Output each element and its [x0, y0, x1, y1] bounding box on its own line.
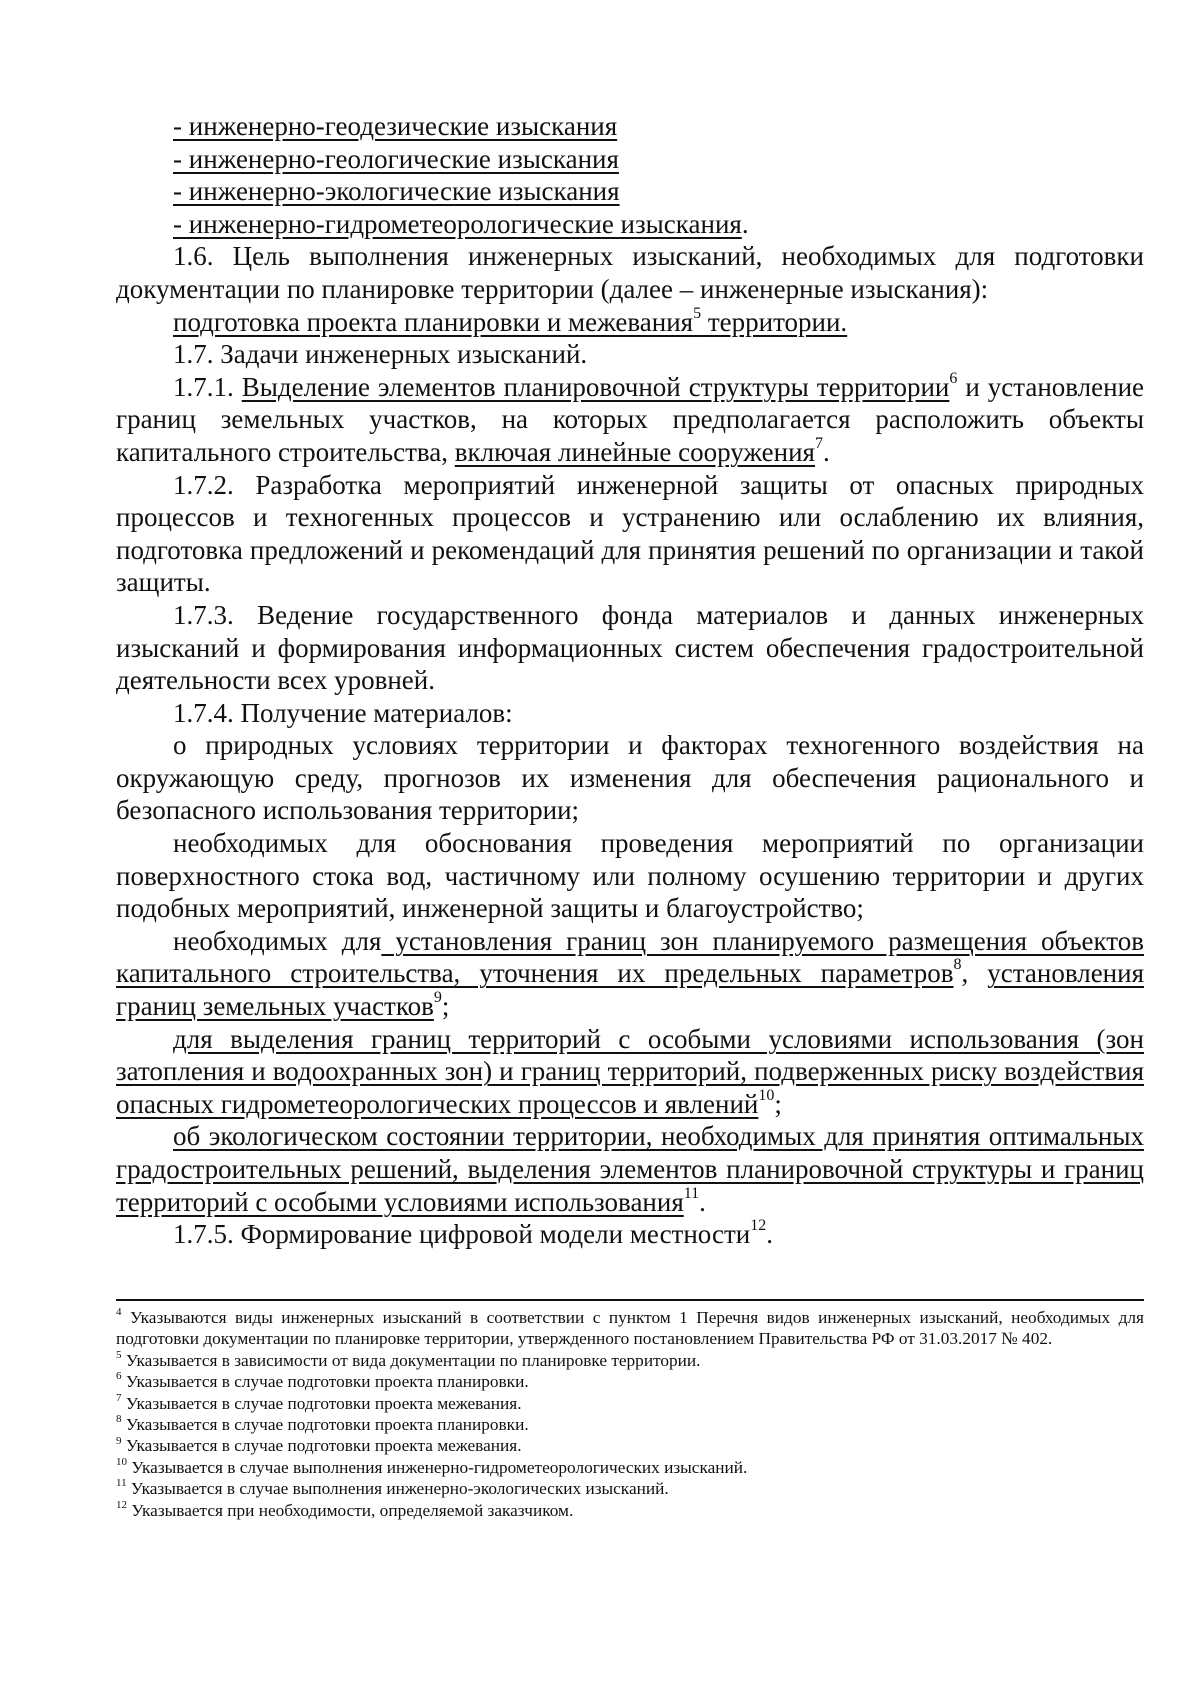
footnote-ref-6: 6	[949, 369, 958, 387]
footnote-number: 7	[116, 1391, 122, 1404]
section-1-7-4: 1.7.4. Получение материалов:	[173, 697, 513, 728]
footnote-number: 4	[116, 1306, 122, 1319]
footnote-text: Указывается при необходимости, определяемой заказчиком.	[127, 1500, 574, 1520]
paragraph-text: 1.7.5. Формирование цифровой модели местности	[173, 1219, 751, 1250]
paragraph-text: и установление границ земельных участков, на которых предполагается расположить объекты капитального строительства,	[116, 371, 1145, 467]
list-item-text: - инженерно-экологические изыскания	[173, 176, 620, 207]
footnote-text: Указывается в зависимости от вида документации по планировке территории.	[121, 1350, 701, 1370]
materials-item-1: о природных условиях территории и факторах техногенного воздействия на окружающую среду, прогнозов их изменения для обеспечения рационального и безопасного использования территории;	[116, 730, 1144, 826]
footnote-10	[116, 1457, 1144, 1478]
footnote-ref-5: 5	[693, 304, 702, 322]
section-1-7-3: 1.7.3. Ведение государственного фонда материалов и данных инженерных изысканий и формирования информационных систем обеспечения градостроительной деятельности всех уровней.	[116, 599, 1144, 696]
list-item-text: - инженерно-геологические изыскания	[173, 143, 619, 174]
footnote-ref-8: 8	[953, 956, 962, 974]
list-item-text: - инженерно-геодезические изыскания	[173, 111, 618, 141]
list-item	[116, 208, 1144, 241]
footnote-number: 5	[116, 1349, 122, 1362]
goal-text-b: территории.	[701, 306, 848, 337]
paragraph-end: ;	[441, 991, 450, 1022]
underlined-text: Выделение элементов планировочной структуры территории	[241, 371, 950, 402]
section-1-7-2: 1.7.2. Разработка мероприятий инженерной защиты от опасных природных процессов и техногенных процессов и устранению или ослаблению их влияния, подготовка предложений и рекомендаций для принятия решений по организации и такой защиты.	[116, 469, 1144, 598]
footnote-8	[116, 1414, 1144, 1435]
underlined-text: для выделения границ территорий с особыми условиями использования (зон затопления и водоохранных зон) и границ территорий, подверженных риску воздействия опасных гидрометеорологических процессов и явлений	[116, 1023, 1144, 1119]
materials-item-2: необходимых для обоснования проведения мероприятий по организации поверхностного стока вод, частичному или полному осушению территории и других подобных мероприятий, инженерной защиты и благоустройство;	[116, 828, 1144, 924]
section-1-7-5	[116, 1218, 1144, 1251]
footnote-ref-11: 11	[683, 1184, 700, 1202]
footnote-number: 10	[116, 1456, 127, 1469]
footnote-text: Указываются виды инженерных изысканий в соответствии с пунктом 1 Перечня видов инженерных изысканий, необходимых для подготовки документации по планировке территории, утвержденного постановлением Правительства РФ от 31.03.2017 № 402.	[116, 1308, 1144, 1349]
list-item-text: - инженерно-гидрометеорологические изыскания	[173, 208, 742, 239]
footnote-divider	[116, 1299, 1144, 1301]
footnote-number: 6	[116, 1370, 122, 1383]
list-item	[116, 143, 1144, 176]
footnote-5	[116, 1350, 1144, 1371]
paragraph-end: .	[766, 1219, 773, 1250]
footnote-4	[116, 1307, 1144, 1350]
footnote-11	[116, 1478, 1144, 1499]
section-1-7: 1.7. Задачи инженерных изысканий.	[173, 339, 588, 370]
footnote-number: 11	[116, 1477, 127, 1490]
section-1-6-goal	[116, 306, 1144, 339]
goal-text	[173, 304, 848, 337]
underlined-text: об экологическом состоянии территории, необходимых для принятия оптимальных градостроительных решений, выделения элементов планировочной структуры и границ территорий с особыми условиями использования	[116, 1121, 1144, 1217]
underlined-text: включая линейные сооружения	[454, 436, 815, 467]
footnote-7	[116, 1393, 1144, 1414]
list-item	[116, 110, 1144, 143]
paragraph-end: .	[822, 436, 830, 467]
materials-item-4	[116, 1023, 1144, 1121]
section-1-7-1	[116, 371, 1144, 469]
footnote-number: 12	[116, 1498, 127, 1511]
footnote-text: Указывается в случае выполнения инженерно-гидрометеорологических изысканий.	[127, 1457, 748, 1477]
footnote-ref-7: 7	[814, 434, 823, 452]
section-1-6: 1.6. Цель выполнения инженерных изысканий, необходимых для подготовки документации по планировке территории (далее – инженерные изыскания):	[116, 241, 1144, 304]
footnote-number: 8	[116, 1413, 122, 1426]
paragraph-end: ;	[774, 1088, 782, 1119]
footnotes	[116, 1307, 1144, 1521]
footnote-number: 9	[116, 1434, 122, 1447]
paragraph-end: .	[699, 1186, 706, 1217]
materials-item-3	[116, 925, 1144, 1023]
footnote-ref-10: 10	[758, 1086, 775, 1104]
paragraph-text: необходимых для	[173, 925, 382, 956]
goal-text-a: подготовка проекта планировки и межевания	[173, 306, 694, 337]
paragraph-text: ,	[961, 958, 988, 989]
footnote-text: Указывается в случае выполнения инженерно-экологических изысканий.	[126, 1479, 669, 1499]
footnote-text: Указывается в случае подготовки проекта межевания.	[121, 1393, 522, 1413]
footnote-text: Указывается в случае подготовки проекта межевания.	[121, 1436, 522, 1456]
footnote-text: Указывается в случае подготовки проекта планировки.	[121, 1415, 529, 1435]
footnote-12	[116, 1500, 1144, 1521]
underlined-text: установления границ зон планируемого размещения объектов капитального строительства, уточнения их предельных параметров	[116, 925, 1144, 989]
underlined-text: установления границ земельных участков	[116, 958, 1144, 1022]
body-text	[116, 110, 1144, 1251]
footnote-text: Указывается в случае подготовки проекта планировки.	[121, 1372, 529, 1392]
footnote-ref-9: 9	[433, 989, 442, 1007]
list-end: .	[741, 208, 749, 239]
footnote-9	[116, 1435, 1144, 1456]
footnote-6	[116, 1371, 1144, 1392]
footnote-ref-12: 12	[750, 1217, 767, 1235]
list-item	[116, 175, 1144, 208]
section-number: 1.7.1.	[173, 371, 242, 402]
materials-item-5	[116, 1120, 1144, 1218]
